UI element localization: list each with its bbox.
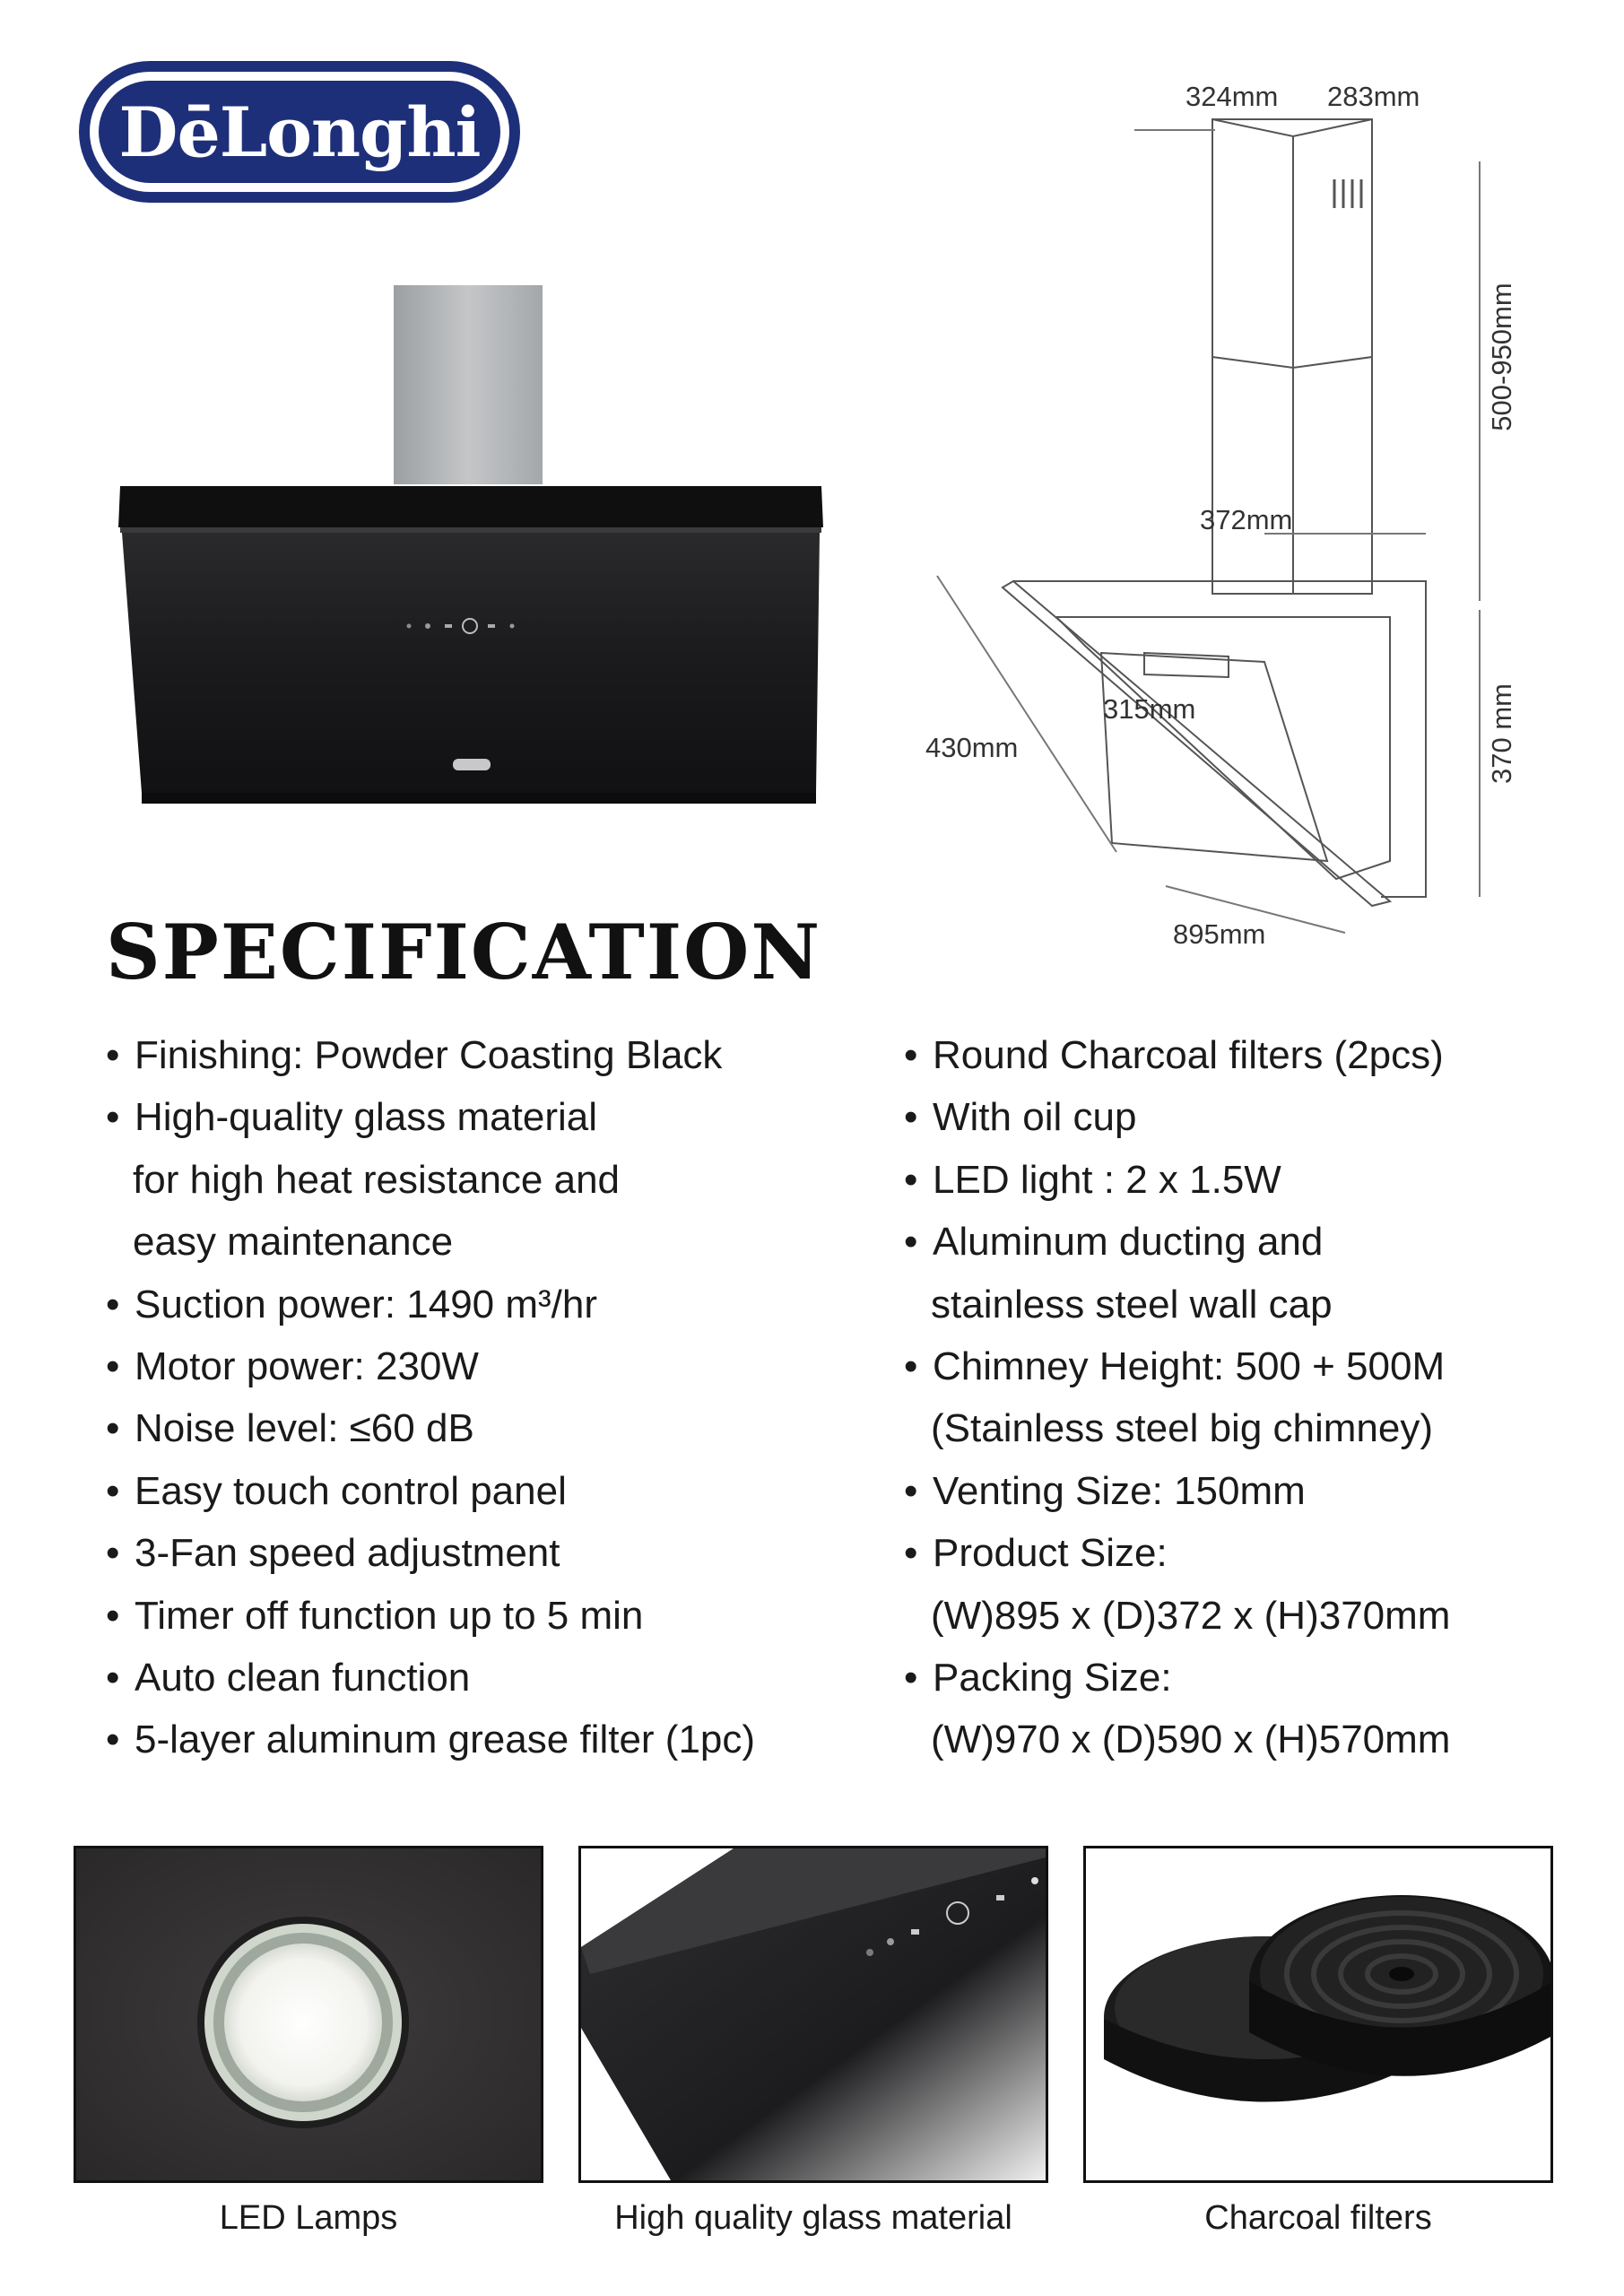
spec-item-text: stainless steel wall cap: [931, 1282, 1333, 1326]
spec-item-text: Motor power: 230W: [135, 1344, 479, 1389]
spec-item-text: Chimney Height: 500 + 500M: [933, 1344, 1446, 1389]
spec-item: [904, 1024, 1603, 1086]
dim-hood-width: 895mm: [1173, 918, 1266, 950]
brand-name: DēLonghi: [118, 91, 481, 172]
dim-chimney-width: 324mm: [1185, 81, 1279, 112]
spec-item: [106, 1522, 895, 1584]
dim-chimney-depth: 283mm: [1327, 81, 1420, 112]
spec-item-continuation: [106, 1211, 895, 1273]
spec-item: [904, 1460, 1603, 1522]
bullet-icon: •: [106, 1282, 120, 1326]
spec-item-text: Aluminum ducting and: [933, 1220, 1324, 1265]
spec-item-text: Packing Size:: [933, 1656, 1172, 1700]
spec-item: [106, 1460, 895, 1522]
spec-item: [904, 1647, 1603, 1709]
bullet-icon: •: [904, 1656, 918, 1700]
spec-item: [106, 1274, 895, 1335]
photo-charcoal-filters: [1083, 1846, 1553, 2183]
spec-item: [106, 1397, 895, 1459]
spec-item: [106, 1024, 895, 1086]
dim-hood-top-depth: 372mm: [1200, 504, 1293, 535]
spec-item-text: (W)970 x (D)590 x (H)570mm: [931, 1718, 1451, 1762]
bullet-icon: •: [904, 1033, 918, 1077]
dim-hood-height: 370 mm: [1486, 683, 1517, 784]
specification-heading: SPECIFICATION: [106, 908, 822, 996]
spec-item-text: Suction power: 1490 m³/hr: [135, 1282, 598, 1326]
spec-item-text: (W)895 x (D)372 x (H)370mm: [931, 1593, 1451, 1638]
spec-item-continuation: [904, 1274, 1603, 1335]
spec-item: [904, 1086, 1603, 1148]
bullet-icon: •: [106, 1593, 120, 1638]
spec-item-continuation: [904, 1585, 1603, 1647]
spec-item-text: LED light : 2 x 1.5W: [933, 1157, 1281, 1202]
spec-item-text: for high heat resistance and: [133, 1157, 621, 1202]
spec-item-text: High-quality glass material: [135, 1095, 597, 1140]
spec-item-continuation: [106, 1149, 895, 1211]
bullet-icon: •: [904, 1531, 918, 1576]
bullet-icon: •: [904, 1468, 918, 1513]
spec-item-text: 5-layer aluminum grease filter (1pc): [135, 1718, 756, 1762]
bullet-icon: •: [904, 1344, 918, 1389]
dim-glass-panel: 315mm: [1103, 693, 1196, 725]
spec-item: [904, 1522, 1603, 1584]
photo-led-lamp: [74, 1846, 543, 2183]
spec-item-text: Product Size:: [933, 1531, 1168, 1576]
bullet-icon: •: [106, 1468, 120, 1513]
bullet-icon: •: [106, 1095, 120, 1140]
spec-item: [106, 1335, 895, 1397]
product-image-hood: [115, 285, 832, 823]
spec-list-right: [904, 1024, 1603, 1771]
bullet-icon: •: [904, 1095, 918, 1140]
bullet-icon: •: [106, 1531, 120, 1576]
spec-item-text: 3-Fan speed adjustment: [135, 1531, 560, 1576]
photo-glass-material: [578, 1846, 1048, 2183]
dim-chimney-height: 500-950mm: [1486, 283, 1517, 431]
dim-side-depth: 430mm: [925, 732, 1019, 763]
spec-item-text: easy maintenance: [133, 1220, 454, 1265]
spec-item-text: Auto clean function: [135, 1656, 471, 1700]
spec-item-text: Round Charcoal filters (2pcs): [933, 1033, 1444, 1077]
spec-item-text: Venting Size: 150mm: [933, 1468, 1306, 1513]
spec-item-text: Easy touch control panel: [135, 1468, 567, 1513]
spec-item-continuation: [904, 1397, 1603, 1459]
spec-item: [106, 1585, 895, 1647]
bullet-icon: •: [106, 1033, 120, 1077]
spec-item: [106, 1647, 895, 1709]
spec-item-text: Noise level: ≤60 dB: [135, 1406, 474, 1451]
spec-item: [904, 1211, 1603, 1273]
spec-item-continuation: [904, 1709, 1603, 1770]
bullet-icon: •: [106, 1656, 120, 1700]
bullet-icon: •: [106, 1406, 120, 1451]
spec-item-text: With oil cup: [933, 1095, 1137, 1140]
bullet-icon: •: [106, 1718, 120, 1762]
spec-item: [106, 1709, 895, 1770]
spec-list-left: [106, 1024, 895, 1771]
caption-led-lamps: LED Lamps: [219, 2199, 398, 2237]
bullet-icon: •: [904, 1220, 918, 1265]
caption-charcoal-filters: Charcoal filters: [1204, 2199, 1432, 2237]
spec-item-text: Timer off function up to 5 min: [135, 1593, 644, 1638]
bullet-icon: •: [904, 1157, 918, 1202]
spec-item: [904, 1149, 1603, 1211]
spec-item: [904, 1335, 1603, 1397]
spec-item-text: (Stainless steel big chimney): [931, 1406, 1434, 1451]
dimension-drawing: [906, 72, 1587, 969]
caption-glass-material: High quality glass material: [614, 2199, 1012, 2237]
spec-item-text: Finishing: Powder Coasting Black: [135, 1033, 723, 1077]
spec-item: [106, 1086, 895, 1148]
brand-logo: [75, 57, 524, 206]
bullet-icon: •: [106, 1344, 120, 1389]
